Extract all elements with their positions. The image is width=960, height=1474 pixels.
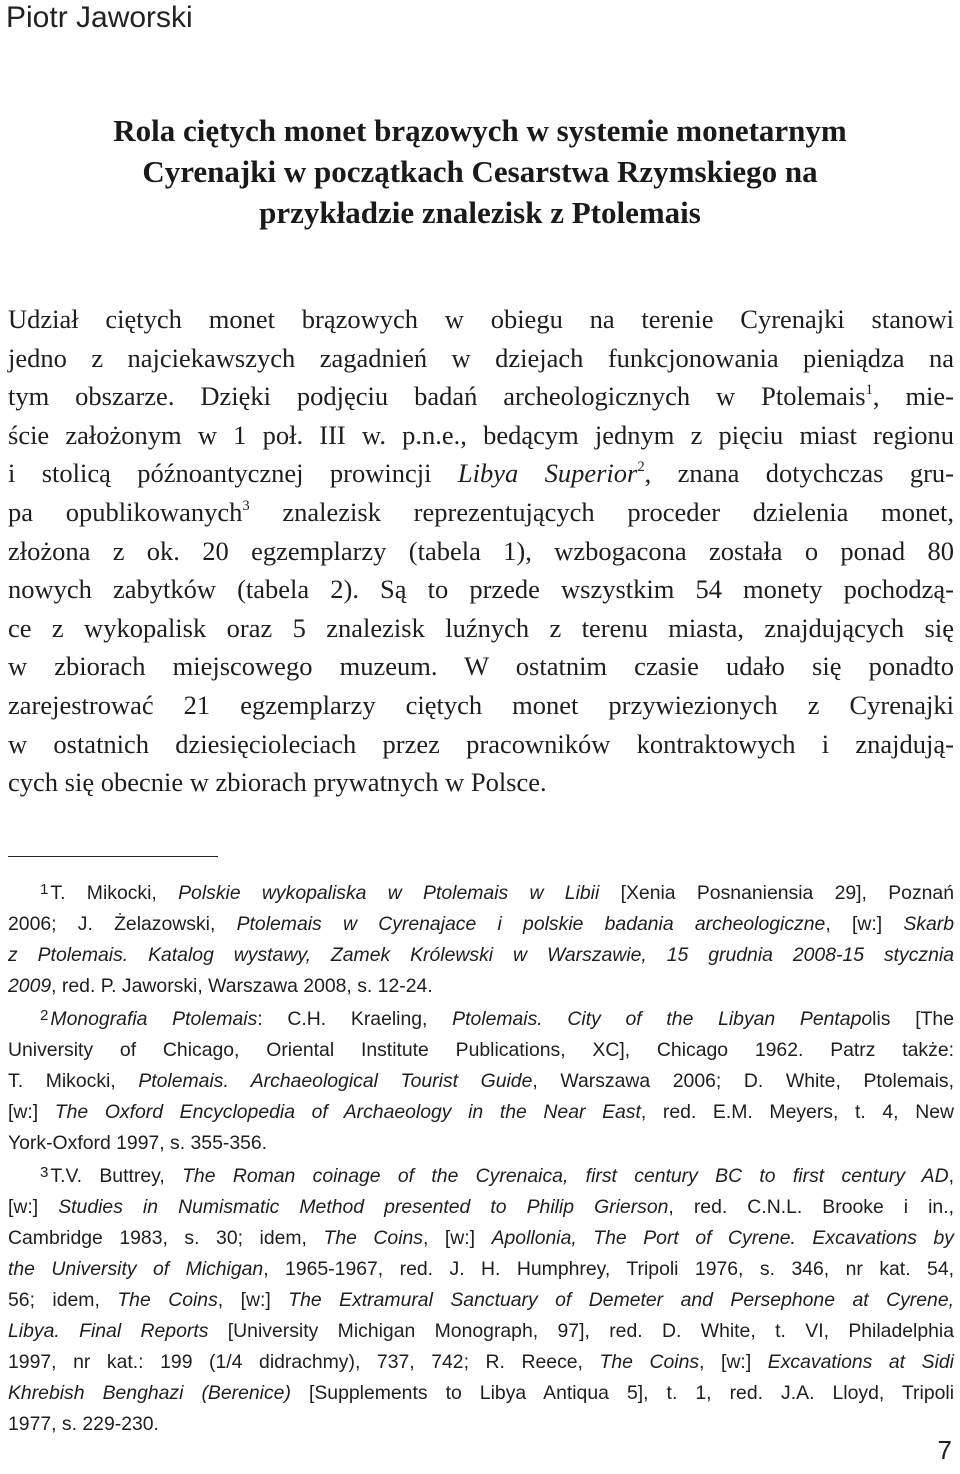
body-line: i stolicą późnoantycznej prowincji Libya Superior$^2$, znana dotychczas gru- [8,458,954,489]
body-line: ce z wykopalisk oraz 5 znalezisk luźnych z terenu miasta, znajdujących się [8,612,954,643]
footnote-number: 1 [40,880,49,898]
body-line: Udział ciętych monet brązowych w obiegu na terenie Cyrenajki stanowi [8,304,954,334]
body-line: nowych zabytków (tabela 2). Są to przede wszystkim 54 monety pochodzą- [8,574,954,605]
title-line: przykładzie znalezisk z Ptolemais [259,195,701,230]
footnote-ref-3[interactable]: 3 [242,497,250,514]
footnote-2: $^2$ Monografia Ptolemais: C.H. Kraeling, Ptolemais. City of the Libyan Pentapolis [The University of Chicago, Oriental Institute Publications, XC], Chicago 1962. Patrz także: T. Mikocki, Ptolemais. Archaeological Tourist Guide, Warszawa 2006; D. White, Ptolemais, [w:] The Oxford Encyclopedia of Archaeology in the Near East, red. E.M. Meyers, t. 4, New York-Oxford 1997, s. 355-356. [8,1006,954,1154]
body-line: zarejestrować 21 egzemplarzy ciętych monet przywiezionych z Cyrenajki [8,689,954,720]
body-paragraph [8,300,954,802]
body-line: pa opublikowanych$^3$ znalezisk reprezentujących proceder dzielenia monet, [8,496,954,527]
body-line: w ostatnich dziesięcioleciach przez pracowników kontraktowych i znajdują- [8,728,954,759]
running-header-author: Piotr Jaworski [6,1,193,34]
body-line: tym obszarze. Dzięki podjęciu badań archeologicznych w Ptolemais$^1$, mie- [8,381,955,412]
body-line: złożona z ok. 20 egzemplarzy (tabela 1), wzbogacona została o ponad 80 [8,535,954,566]
body-line: cych się obecnie w zbiorach prywatnych w Polsce. [8,767,547,798]
footnote-ref-2[interactable]: 2 [637,459,645,476]
footnote-number: 3 [40,1163,49,1181]
page-number: 7 [937,1435,952,1465]
title-line: Rola ciętych monet brązowych w systemie monetarnym [113,113,847,148]
title-line: Cyrenajki w początkach Cesarstwa Rzymskiego na [142,154,818,189]
footnote-1: $^1$ T. Mikocki, Polskie wykopaliska w Ptolemais w Libii [Xenia Posnaniensia 29], Poznań 2006; J. Żelazowski, Ptolemais w Cyrenajace i polskie badania archeologiczne, [w:] Skarb z Ptolemais. Katalog wystawy, Zamek Królewski w Warszawie, 15 grudnia 2008-15 stycznia 2009, red. P. Jaworski, Warszawa 2008, s. 12-24. [8,880,954,997]
footnote-ref-1[interactable]: 1 [865,381,873,398]
body-line: w zbiorach miejscowego muzeum. W ostatnim czasie udało się ponadto [8,651,954,682]
footnote-3: $^3$ T.V. Buttrey, The Roman coinage of the Cyrenaica, first century BC to first century AD, [w:] Studies in Numismatic Method presented to Philip Grierson, red. C.N.L. Brooke i in., Cambridge 1983, s. 30; idem, The Coins, [w:] Apollonia, The Port of Cyrene. Excavations by the University of Michigan, 1965-1967, red. J. H. Humphrey, Tripoli 1976, s. 346, nr kat. 54, 56; idem, The Coins, [w:] The Extramural Sanctuary of Demeter and Persephone at Cyrene, Libya. Final Reports [University Michigan Monograph, 97], red. D. White, t. VI, Philadelphia 1997, nr kat.: 199 (1/4 didrachmy), 737, 742; R. Reece, The Coins, [w:] Excavations at Sidi Khrebish Benghazi (Berenice) [Supplements to Libya Antiqua 5], t. 1, red. J.A. Lloyd, Tripoli 1977, s. 229-230. [8,1163,955,1435]
body-line: ście założonym w 1 poł. III w. p.n.e., bedącym jednym z pięciu miast regionu [8,419,954,450]
article-title [0,110,960,233]
footnote-number: 2 [40,1006,49,1024]
footnote-separator [8,856,218,857]
footnotes [8,878,954,1442]
body-line: jedno z najciekawszych zagadnień w dziejach funkcjonowania pieniądza na [8,342,954,373]
